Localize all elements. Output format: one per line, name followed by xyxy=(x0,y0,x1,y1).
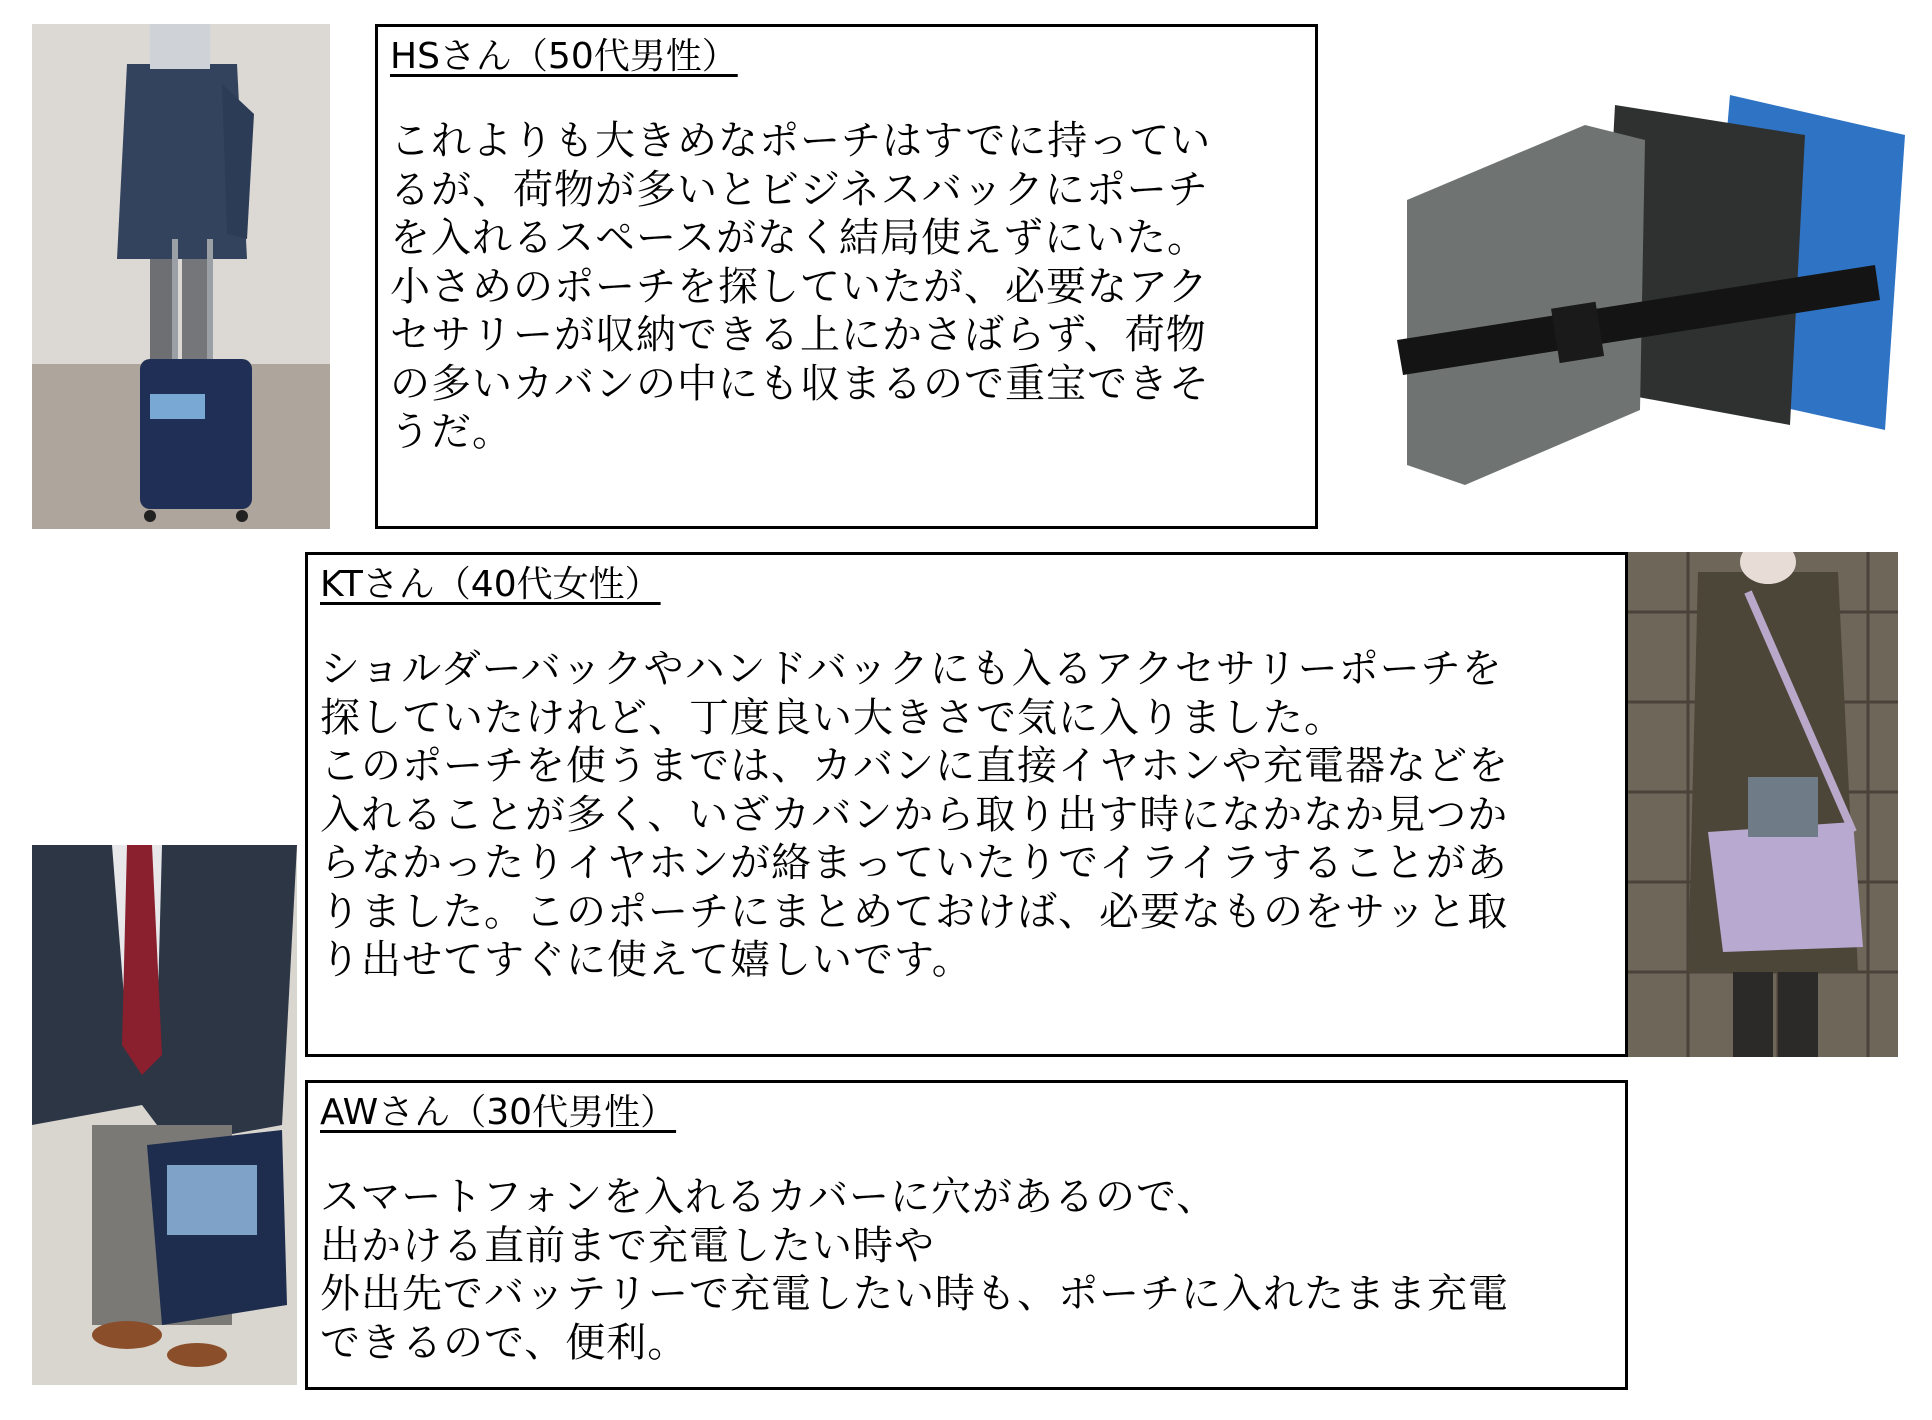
testimonial-body: ショルダーバックやハンドバックにも入るアクセサリーポーチを 探していたけれど、丁度良い大きさで気に入りました。 このポーチを使うまでは、カバンに直接イヤホンや充電器などを 入れることが多く、いざカバンから取り出す時になかなか見つか らなかったりイヤホンが絡まっていたりでイライラすることがあ りました。このポーチにまとめておけば、必要なものをサッと取 り出せてすぐに使えて嬉しいです。 xyxy=(320,646,1509,983)
photo-kt-shoulder-bag xyxy=(1628,552,1898,1057)
photo-hs-suitcase xyxy=(32,24,330,529)
woman-with-bag-illustration xyxy=(1628,552,1898,1057)
testimonial-body: スマートフォンを入れるカバーに穴があるので、 出かける直前まで充電したい時や 外出先でバッテリーで充電したい時も、ポーチに入れたまま充電 できるので、便利。 xyxy=(320,1174,1509,1366)
man-with-suitcase-illustration xyxy=(32,24,330,529)
testimonial-title: AWさん（30代男性） xyxy=(320,1092,677,1133)
testimonial-hs xyxy=(375,24,1318,529)
testimonial-kt xyxy=(305,552,1628,1057)
testimonial-aw xyxy=(305,1080,1628,1390)
photo-aw-tote-bag xyxy=(32,845,297,1385)
photo-pouches xyxy=(1385,90,1905,490)
testimonial-title: KTさん（40代女性） xyxy=(320,564,661,605)
testimonial-body: これよりも大きめなポーチはすでに持ってい るが、荷物が多いとビジネスバックにポーチ を入れるスペースがなく結局使えずにいた。 小さめのポーチを探していたが、必要なアク セサリーが収納できる上にかさばらず、荷物 の多いカバンの中にも収まるので重宝できそ うだ。 xyxy=(390,118,1212,455)
pouch-product-illustration xyxy=(1385,90,1905,490)
testimonial-title: HSさん（50代男性） xyxy=(390,36,738,77)
man-with-tote-illustration xyxy=(32,845,297,1385)
